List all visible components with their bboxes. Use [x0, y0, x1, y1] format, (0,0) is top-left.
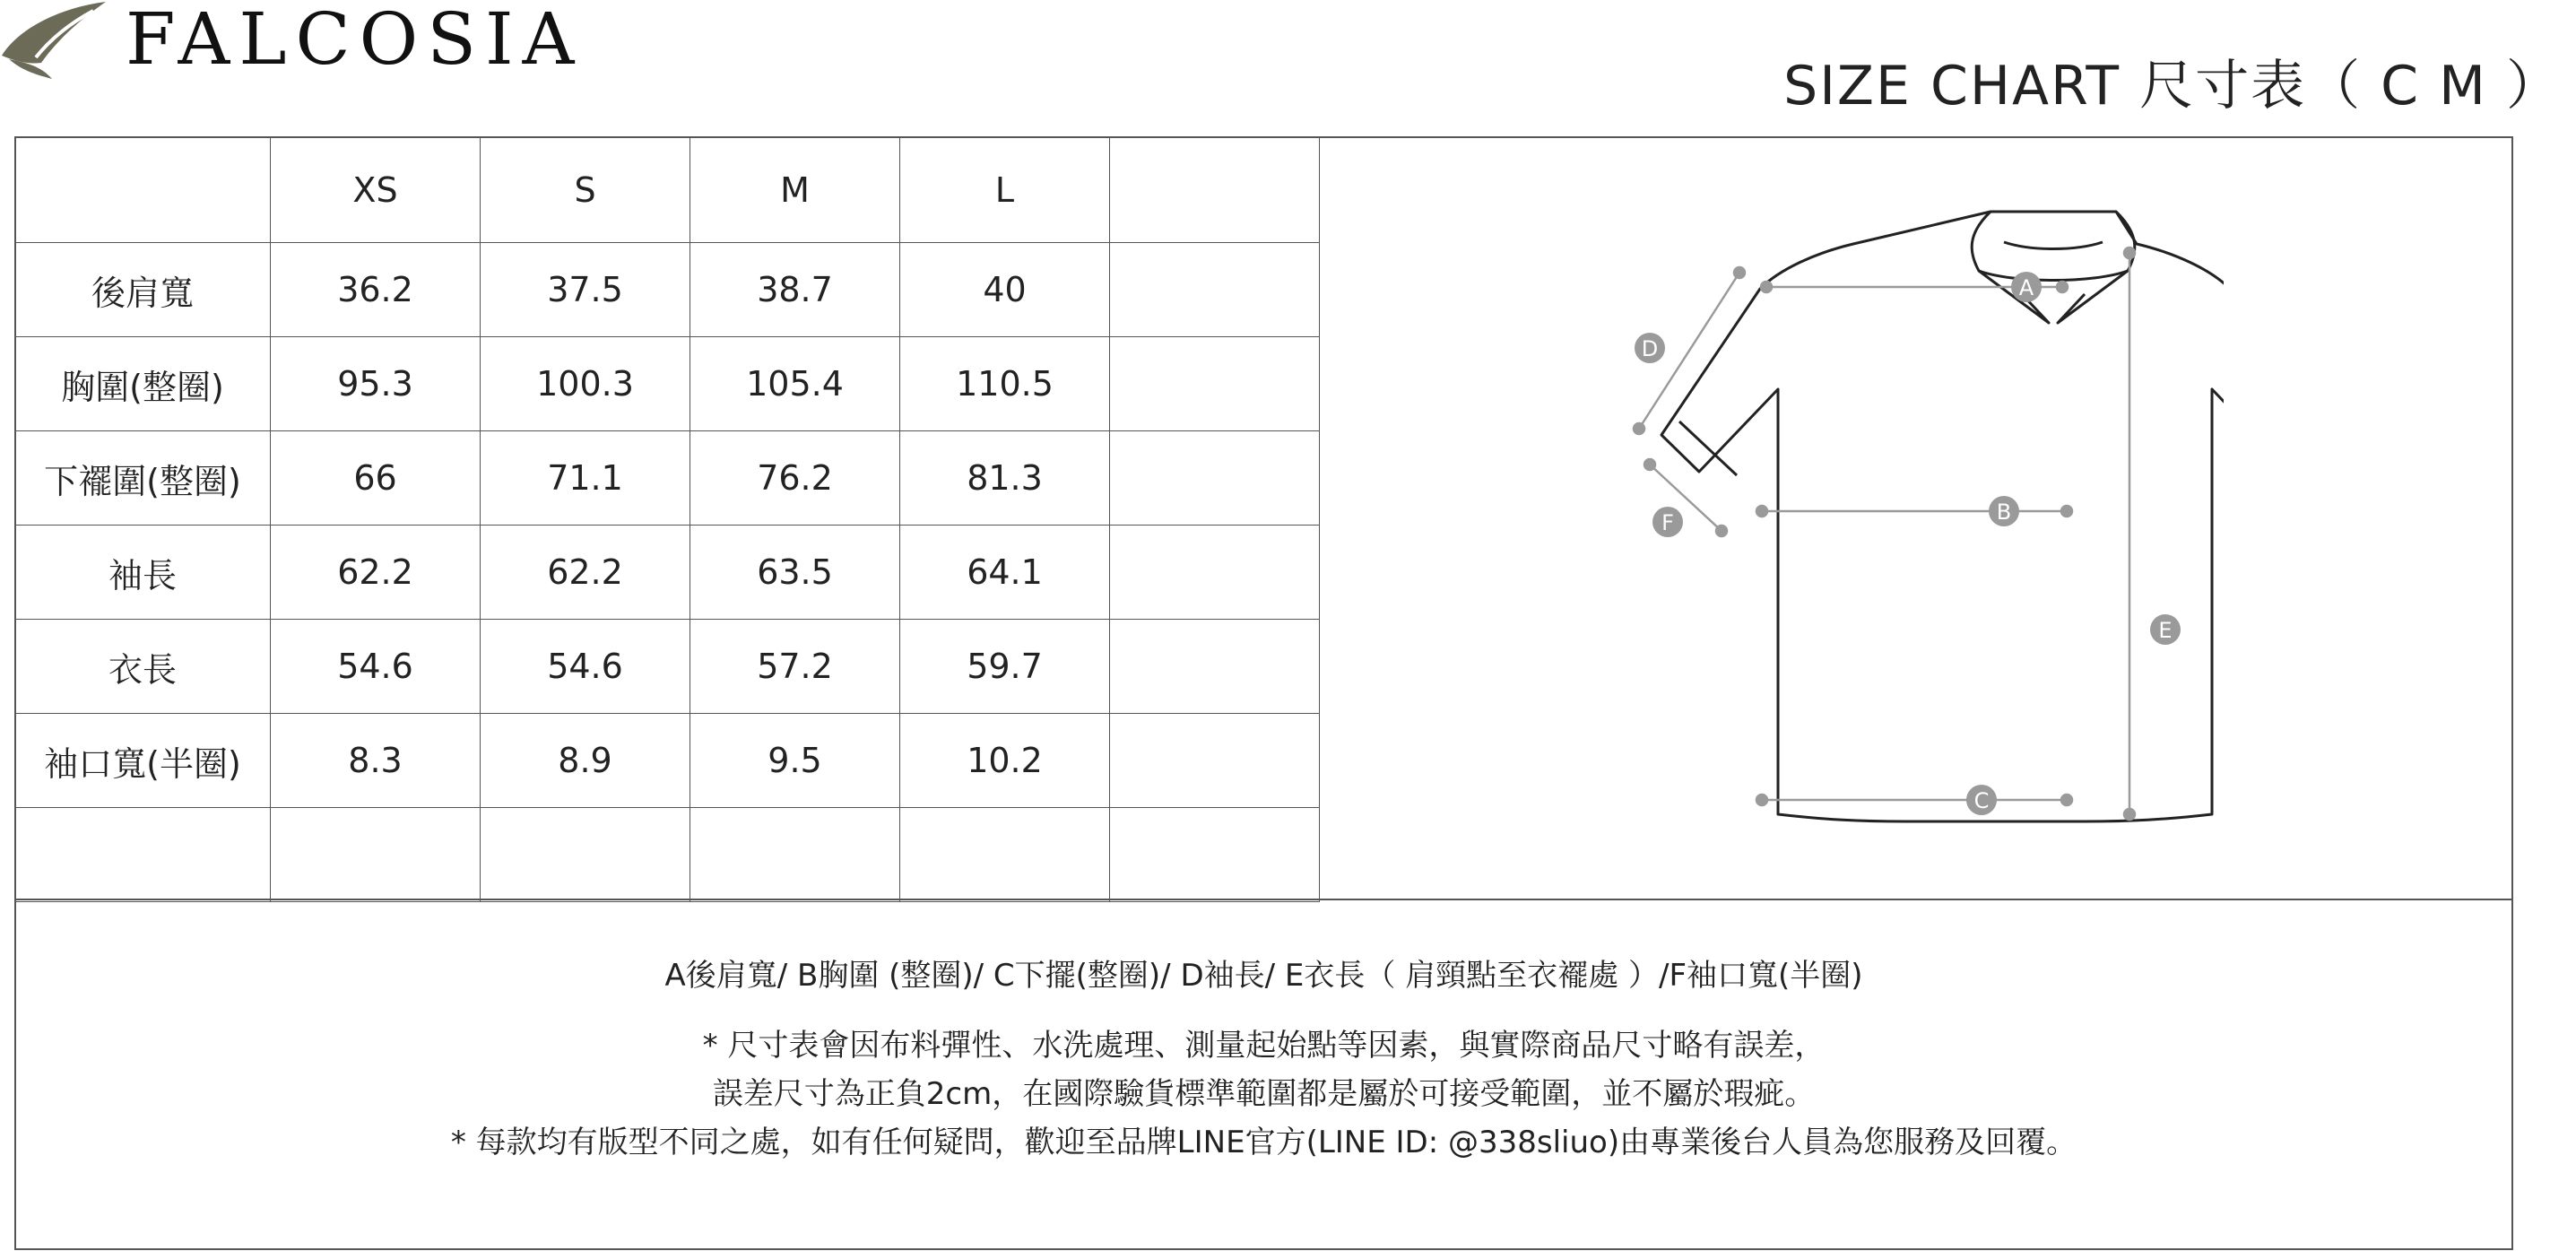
- marker-label: E: [2158, 618, 2173, 643]
- marker-label: D: [1641, 336, 1659, 361]
- table-row: [15, 337, 1320, 431]
- table-row: [15, 620, 1320, 714]
- table-cell: 62.2: [271, 526, 481, 620]
- marker-label: B: [1996, 500, 2012, 525]
- size-header: [1110, 137, 1320, 243]
- size-table: [14, 136, 1320, 902]
- table-cell: [1110, 337, 1320, 431]
- table-cell: 110.5: [900, 337, 1110, 431]
- table-cell: [1110, 526, 1320, 620]
- table-cell: 57.2: [690, 620, 900, 714]
- bird-leaf-logo-icon: [0, 0, 112, 85]
- table-cell: 54.6: [481, 620, 690, 714]
- table-cell: 64.1: [900, 526, 1110, 620]
- table-row: [15, 243, 1320, 337]
- table-cell: 66: [271, 431, 481, 526]
- table-cell: 54.6: [271, 620, 481, 714]
- header-corner-cell: [15, 137, 271, 243]
- marker-label: A: [2018, 275, 2034, 300]
- table-cell: 105.4: [690, 337, 900, 431]
- table-cell: [1110, 714, 1320, 808]
- table-cell: 95.3: [271, 337, 481, 431]
- size-header: XS: [271, 137, 481, 243]
- table-cell: 81.3: [900, 431, 1110, 526]
- table-header-row: [15, 137, 1320, 243]
- row-label: 胸圍(整圈): [15, 337, 271, 431]
- size-header: S: [481, 137, 690, 243]
- table-row: [15, 808, 1320, 902]
- marker-label: C: [1973, 788, 1990, 813]
- note-line: * 尺寸表會因布料彈性、水洗處理、測量起始點等因素，與實際商品尺寸略有誤差，: [702, 1028, 1826, 1064]
- page-title: SIZE CHART 尺寸表（ C M ）: [1783, 55, 2562, 117]
- table-cell: 62.2: [481, 526, 690, 620]
- row-label: 袖口寬(半圈): [15, 714, 271, 808]
- note-line: * 每款均有版型不同之處，如有任何疑問，歡迎至品牌LINE官方(LINE ID: @338sliuo)由專業後台人員為您服務及回覆。: [450, 1125, 2077, 1160]
- table-cell: 63.5: [690, 526, 900, 620]
- table-cell: 37.5: [481, 243, 690, 337]
- table-cell: 8.3: [271, 714, 481, 808]
- size-header: L: [900, 137, 1110, 243]
- brand-name: FALCOSIA: [126, 0, 584, 81]
- table-cell: 8.9: [481, 714, 690, 808]
- polo-shirt-icon: [1614, 197, 2224, 843]
- table-cell: 100.3: [481, 337, 690, 431]
- table-cell: 40: [900, 243, 1110, 337]
- row-label: 下襬圍(整圈): [15, 431, 271, 526]
- table-cell: 10.2: [900, 714, 1110, 808]
- row-label: 衣長: [15, 620, 271, 714]
- row-label: [15, 808, 271, 902]
- table-row: [15, 431, 1320, 526]
- table-cell: [1110, 243, 1320, 337]
- row-label: 後肩寬: [15, 243, 271, 337]
- table-cell: [271, 808, 481, 902]
- table-cell: 36.2: [271, 243, 481, 337]
- table-cell: 38.7: [690, 243, 900, 337]
- row-label: 袖長: [15, 526, 271, 620]
- notes-section: [14, 951, 2513, 1167]
- table-cell: [900, 808, 1110, 902]
- table-cell: [1110, 620, 1320, 714]
- note-line: 誤差尺寸為正負2cm，在國際驗貨標準範圍都是屬於可接受範圍，並不屬於瑕疵。: [712, 1076, 1816, 1112]
- table-cell: [1110, 808, 1320, 902]
- measurement-legend: A後肩寬/ B胸圍 (整圈)/ C下擺(整圈)/ D袖長/ E衣長（ 肩頸點至衣襬處 ）/F袖口寬(半圈): [664, 958, 1863, 994]
- table-cell: [690, 808, 900, 902]
- size-header: M: [690, 137, 900, 243]
- table-cell: 76.2: [690, 431, 900, 526]
- table-cell: [481, 808, 690, 902]
- table-row: [15, 526, 1320, 620]
- table-cell: 71.1: [481, 431, 690, 526]
- table-cell: [1110, 431, 1320, 526]
- marker-label: F: [1661, 510, 1674, 535]
- table-cell: 9.5: [690, 714, 900, 808]
- table-cell: 59.7: [900, 620, 1110, 714]
- table-row: [15, 714, 1320, 808]
- brand-header: [0, 0, 628, 85]
